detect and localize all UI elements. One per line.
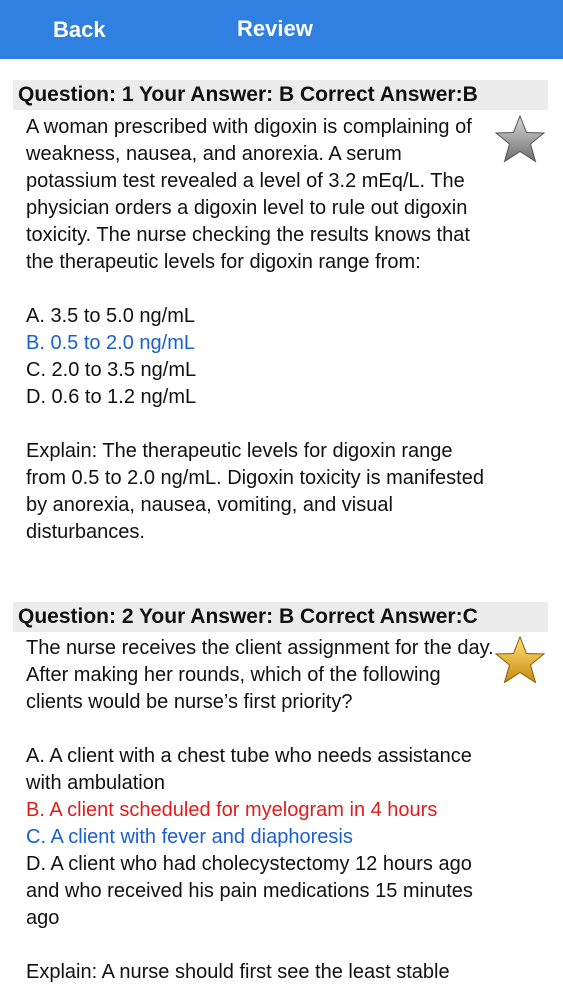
review-list[interactable] bbox=[0, 59, 563, 983]
option-b: B. 0.5 to 2.0 ng/mL bbox=[26, 332, 195, 354]
question-header bbox=[13, 80, 548, 110]
option-a: A. A client with a chest tube who needs assistance with ambulation bbox=[26, 745, 472, 794]
option-a: A. 3.5 to 5.0 ng/mL bbox=[26, 305, 195, 327]
star-icon[interactable] bbox=[494, 114, 546, 166]
question-body bbox=[26, 114, 496, 546]
back-button[interactable]: Back bbox=[53, 17, 106, 42]
option-b: B. A client scheduled for myelogram in 4 hours bbox=[26, 799, 438, 821]
option-c: C. 2.0 to 3.5 ng/mL bbox=[26, 359, 197, 381]
option-d: D. A client who had cholecystectomy 12 hours ago and who received his pain medications 15 minutes ago bbox=[26, 853, 473, 929]
option-c: C. A client with fever and diaphoresis bbox=[26, 826, 353, 848]
option-d: D. 0.6 to 1.2 ng/mL bbox=[26, 386, 197, 408]
nav-bar bbox=[0, 0, 563, 59]
explanation-text: Explain: A nurse should first see the least stable bbox=[26, 961, 450, 983]
question-body bbox=[26, 635, 496, 986]
star-icon[interactable] bbox=[494, 635, 546, 687]
question-header-text: Question: 2 Your Answer: B Correct Answer:C bbox=[18, 605, 478, 628]
page-title: Review bbox=[237, 16, 313, 41]
question-header bbox=[13, 602, 548, 632]
question-text: The nurse receives the client assignment for the day. After making her rounds, which of the following clients would be nurse’s first priority? bbox=[26, 637, 494, 713]
question-text: A woman prescribed with digoxin is complaining of weakness, nausea, and anorexia. A serum potassium test revealed a level of 3.2 mEq/L. The physician orders a digoxin level to rule out digoxin toxicity. The nurse checking the results knows that the therapeutic levels for digoxin range from: bbox=[26, 116, 472, 273]
question-header-text: Question: 1 Your Answer: B Correct Answer:B bbox=[18, 83, 478, 106]
explanation-text: Explain: The therapeutic levels for digoxin range from 0.5 to 2.0 ng/mL. Digoxin toxicity is manifested by anorexia, nausea, vomiting, and visual disturbances. bbox=[26, 440, 484, 543]
